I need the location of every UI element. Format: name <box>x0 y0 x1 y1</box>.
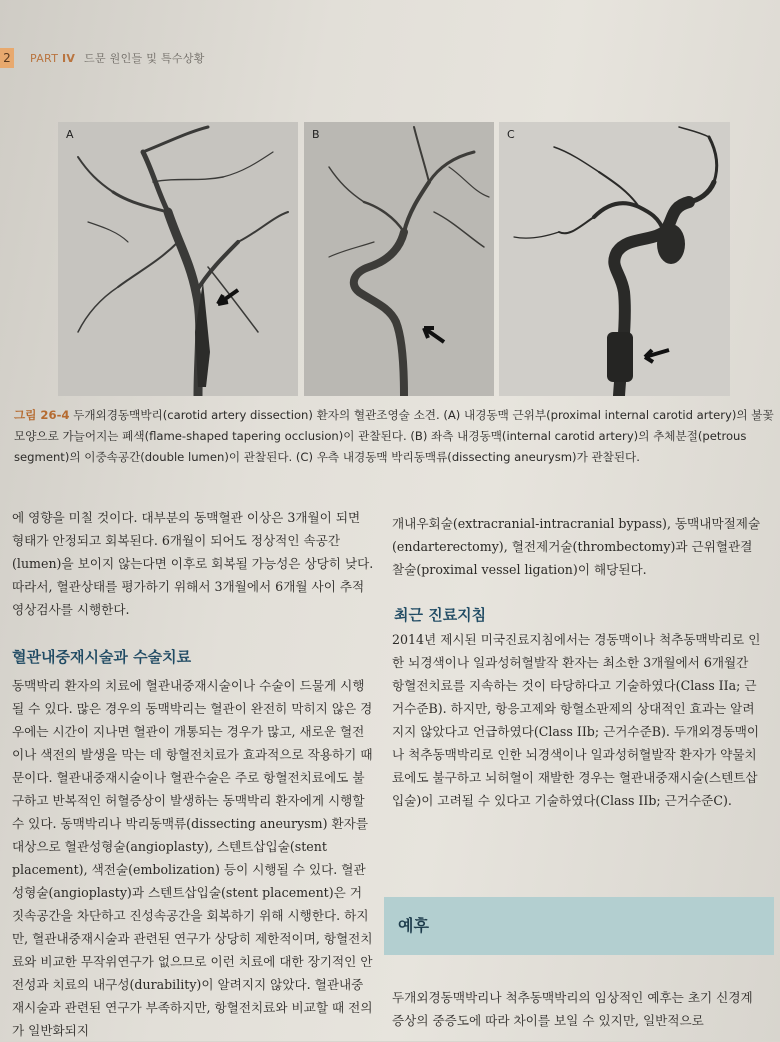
part-title <box>30 50 205 66</box>
angiogram-image-c <box>499 122 730 396</box>
page-number: 2 <box>0 48 14 68</box>
right-intro-paragraph: 개내우회술(extracranial-intracranial bypass), 동맥내막절제술(endarterectomy), 혈전제거술(thrombectomy)과 근위혈관결찰술(proximal vessel ligation)이 해당된다. <box>392 516 761 577</box>
part-label: PART <box>30 52 59 65</box>
prognosis-body <box>392 986 764 1032</box>
angiogram-panel-a <box>58 122 298 396</box>
angiogram-image-a <box>58 122 298 396</box>
left-column-body <box>12 674 374 1042</box>
panel-b-label: B <box>312 128 320 141</box>
figure-number: 그림 26-4 <box>14 408 70 422</box>
section-heading-guidelines: 최근 진료지침 <box>394 606 487 624</box>
running-header <box>0 44 780 72</box>
prognosis-paragraph: 두개외경동맥박리나 척추동맥박리의 임상적인 예후는 초기 신경계증상의 중증도에 따라 차이를 보일 수 있지만, 일반적으로 <box>392 990 753 1028</box>
right-column-body <box>392 628 764 812</box>
part-subtitle: 드문 원인들 및 특수상황 <box>84 52 205 65</box>
left-column-intro <box>12 506 374 621</box>
figure-caption <box>14 405 774 468</box>
angiography-figure <box>58 122 730 396</box>
panel-c-label: C <box>507 128 515 141</box>
part-roman-numeral: IV <box>62 52 76 65</box>
right-column-intro <box>392 512 764 581</box>
angiogram-panel-b <box>304 122 494 396</box>
angiogram-panel-c <box>499 122 730 396</box>
section-heading-endovascular: 혈관내중재시술과 수술치료 <box>12 648 192 666</box>
left-section-paragraph: 동맥박리 환자의 치료에 혈관내중재시술이나 수술이 드물게 시행될 수 있다. 많은 경우의 동맥박리는 혈관이 완전히 막히지 않은 경우에는 시간이 지나면 혈관이 개통되는 경우가 많고, 새로운 혈전이나 색전의 발생을 막는 데 항혈전치료가 효과적으로 작용하기 때문이다. 혈관내중재시술이나 혈관수술은 주로 항혈전치료에도 불구하고 반복적인 허혈증상이 발생하는 동맥박리 환자에게 시행할 수 있다. 동맥박리나 박리동맥류(dissecting aneurysm) 환자를 대상으로 혈관성형술(angioplasty), 스텐트삽입술(stent placement), 색전술(embolization) 등이 시행될 수 있다. 혈관성형술(angioplasty)과 스텐트삽입술(stent placement)은 거짓속공간을 차단하고 진성속공간을 회복하기 위해 시행한다. 하지만, 혈관내중재시술과 관련된 연구가 상당히 제한적이며, 항혈전치료와 비교한 무작위연구가 없으므로 이런 치료에 대한 장기적인 안전성과 치료의 내구성(durability)이 알려지지 않았다. 혈관내중재시술과 관련된 연구가 부족하지만, 항혈전치료와 비교할 때 전의가 일반화되지 <box>12 678 373 1038</box>
right-section-paragraph: 2014년 제시된 미국진료지침에서는 경동맥이나 척추동맥박리로 인한 뇌경색이나 일과성허혈발작 환자는 최소한 3개월에서 6개월간 항혈전치료를 지속하는 것이 타당하다고 기술하였다(Class IIa; 근거수준B). 하지만, 항응고제와 항혈소판제의 상대적인 효과는 알려지지 않았다고 언급하였다(Class IIb; 근거수준B). 두개외경동맥이나 척추동맥박리로 인한 뇌경색이나 일과성허혈발작 환자가 약물치료에도 불구하고 뇌허혈이 재발한 경우는 혈관내중재시술(스텐트삽입술)이 고려될 수 있다고 기술하였다(Class IIb; 근거수준C). <box>392 632 761 808</box>
section-heading-prognosis: 예후 <box>398 916 429 935</box>
panel-a-label: A <box>66 128 74 141</box>
left-intro-paragraph: 에 영향을 미칠 것이다. 대부분의 동맥혈관 이상은 3개월이 되면 형태가 안정되고 회복된다. 6개월이 되어도 정상적인 속공간(lumen)을 보이지 않는다면 이후로 회복될 가능성은 상당히 낮다. 따라서, 혈관상태를 평가하기 위해서 3개월에서 6개월 사이 추적영상검사를 시행한다. <box>12 510 374 617</box>
prognosis-heading-box <box>384 897 774 955</box>
angiogram-image-b <box>304 122 494 396</box>
figure-caption-text: 두개외경동맥박리(carotid artery dissection) 환자의 혈관조영술 소견. (A) 내경동맥 근위부(proximal internal carotid artery)의 불꽃모양으로 가늘어지는 폐색(flame-shaped tapering occlusion)이 관찰된다. (B) 좌측 내경동맥(internal carotid artery)의 추체분절(petrous segment)의 이중속공간(double lumen)이 관찰된다. (C) 우측 내경동맥 박리동맥류(dissecting aneurysm)가 관찰된다. <box>14 408 774 464</box>
